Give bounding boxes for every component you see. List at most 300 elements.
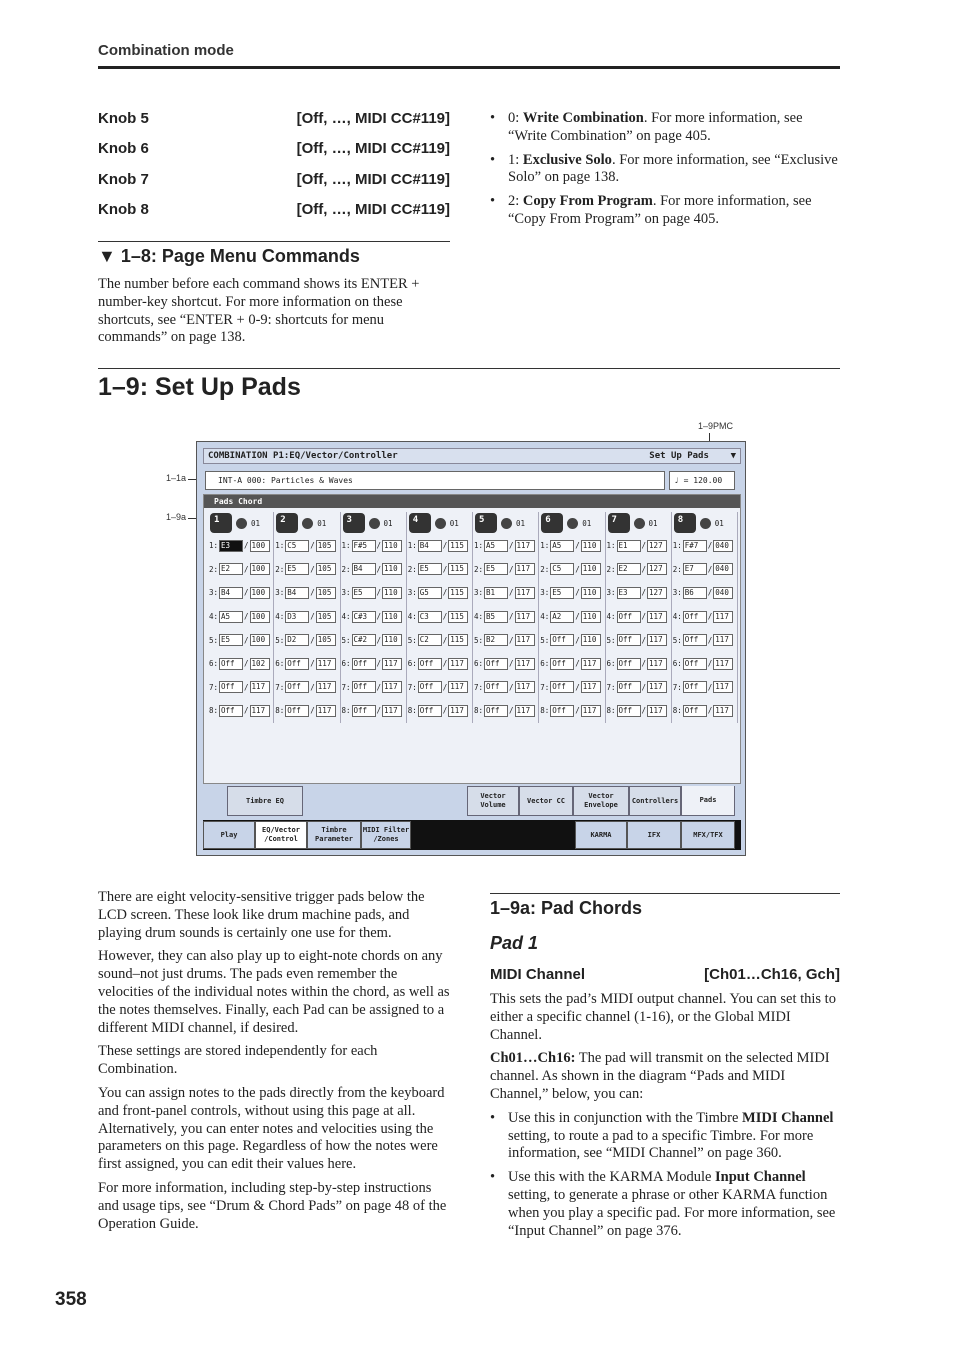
velocity-field[interactable]: 110 (581, 634, 601, 646)
note-index: 5: (407, 635, 417, 645)
tab-eq-vector-control[interactable]: EQ/Vector /Control (255, 821, 307, 849)
knob-row (98, 171, 450, 188)
note-field[interactable]: Off (683, 658, 707, 670)
tab-midi-filter-zones[interactable]: MIDI Filter /Zones (361, 821, 411, 849)
note-field[interactable]: Off (285, 658, 309, 670)
param-range: [Ch01…Ch16, Gch] (704, 966, 840, 983)
pad-note-row (208, 652, 273, 676)
knob-icon[interactable] (369, 518, 380, 529)
note-field[interactable]: B4 (418, 540, 442, 552)
note-index: 5: (540, 635, 550, 645)
velocity-field[interactable]: 105 (316, 587, 336, 599)
pad-header (539, 512, 604, 534)
note-field[interactable]: B6 (683, 587, 707, 599)
note-field[interactable]: Off (352, 681, 376, 693)
separator: / (575, 706, 580, 716)
velocity-field[interactable]: 110 (581, 563, 601, 575)
velocity-field[interactable]: 127 (647, 540, 667, 552)
velocity-field[interactable]: 117 (713, 634, 733, 646)
note-index: 4: (672, 612, 682, 622)
separator: / (509, 588, 514, 598)
pad-column (473, 512, 539, 723)
separator: / (509, 706, 514, 716)
note-index: 4: (474, 612, 484, 622)
velocity-field[interactable]: 110 (382, 634, 402, 646)
velocity-field[interactable]: 117 (515, 658, 535, 670)
note-field[interactable]: B4 (285, 587, 309, 599)
tempo-field[interactable]: ♩ = 120.00 (669, 471, 735, 490)
velocity-field[interactable]: 117 (382, 705, 402, 717)
note-field[interactable]: Off (617, 681, 641, 693)
note-field[interactable]: A5 (550, 540, 574, 552)
velocity-field[interactable]: 100 (250, 611, 270, 623)
note-index: 2: (540, 564, 550, 574)
note-field[interactable]: C3 (418, 611, 442, 623)
velocity-field[interactable]: 117 (581, 705, 601, 717)
velocity-field[interactable]: 117 (515, 681, 535, 693)
left-column (98, 889, 450, 1239)
callout-program: 1–1a (166, 473, 187, 483)
pad-button[interactable]: 4 (409, 513, 431, 533)
pad-note-row (539, 605, 604, 629)
note-field[interactable]: Off (683, 634, 707, 646)
velocity-field[interactable]: 127 (647, 563, 667, 575)
note-field[interactable]: B4 (352, 563, 376, 575)
pad-note-row (274, 534, 339, 558)
paragraph: Ch01…Ch16: The pad will transmit on the selected MIDI channel. As shown in the diagram “Pads and MIDI Channel,” below, you can: (490, 1050, 830, 1102)
pad-column (672, 512, 738, 723)
note-field[interactable]: D2 (285, 634, 309, 646)
note-index: 5: (474, 635, 484, 645)
note-field[interactable]: Off (550, 634, 574, 646)
note-field[interactable]: G5 (418, 587, 442, 599)
velocity-field[interactable]: 110 (382, 563, 402, 575)
pad-header (672, 512, 737, 534)
knob-row (98, 140, 450, 157)
pad-midi-channel[interactable]: 01 (449, 518, 459, 528)
velocity-field[interactable]: 105 (316, 540, 336, 552)
note-field[interactable]: Off (352, 658, 376, 670)
note-index: 5: (606, 635, 616, 645)
note-field[interactable]: E5 (484, 563, 508, 575)
velocity-field[interactable]: 115 (448, 540, 468, 552)
list-item: • Use this with the KARMA Module Input Channel setting, to generate a phrase or other KARMA function when you play a specific pad. For more information, see “Input Channel” on page 376. (490, 1169, 840, 1240)
note-field[interactable]: Off (219, 658, 243, 670)
knob-icon[interactable] (567, 518, 578, 529)
velocity-field[interactable]: 117 (448, 658, 468, 670)
separator: / (310, 682, 315, 692)
pad-button[interactable]: 2 (276, 513, 298, 533)
note-index: 6: (407, 659, 417, 669)
note-index: 3: (606, 588, 616, 598)
pad-header (274, 512, 339, 534)
pad-column (407, 512, 473, 723)
note-index: 7: (407, 682, 417, 692)
note-field[interactable]: A5 (219, 611, 243, 623)
note-index: 2: (606, 564, 616, 574)
pad-button[interactable]: 6 (541, 513, 563, 533)
note-field[interactable]: Off (617, 634, 641, 646)
pad-button[interactable]: 5 (475, 513, 497, 533)
note-field[interactable]: Off (484, 658, 508, 670)
pad-note-row (606, 534, 671, 558)
velocity-field[interactable]: 117 (647, 681, 667, 693)
separator: / (641, 541, 647, 551)
note-index: 1: (606, 541, 616, 551)
velocity-field[interactable]: 100 (250, 587, 270, 599)
velocity-field[interactable]: 117 (515, 634, 535, 646)
paragraph: There are eight velocity-sensitive trigger pads below the LCD screen. These look like drum machine pads, and playing drum sounds is certainly one use for them. (98, 889, 425, 941)
note-field[interactable]: Off (418, 681, 442, 693)
velocity-field[interactable]: 117 (581, 658, 601, 670)
note-field[interactable]: C2 (418, 634, 442, 646)
separator: / (442, 706, 448, 716)
note-field[interactable]: E2 (617, 563, 641, 575)
velocity-field[interactable]: 110 (581, 611, 601, 623)
velocity-field[interactable]: 115 (448, 634, 468, 646)
paragraph: You can assign notes to the pads directly from the keyboard and front-panel controls, without using this page at all. Alternatively, you can enter notes and velocities using the parameters on this page. Regardless of how the notes were first assigned, you can edit their values here. (98, 1084, 445, 1173)
note-field[interactable]: E3 (617, 587, 641, 599)
note-field[interactable]: Off (683, 611, 707, 623)
pad-note-row (341, 605, 406, 629)
pad-button[interactable]: 7 (608, 513, 630, 533)
note-index: 1: (672, 541, 682, 551)
velocity-field[interactable]: 117 (448, 681, 468, 693)
note-field[interactable]: E5 (550, 587, 574, 599)
tab-controllers[interactable]: Controllers (629, 786, 681, 816)
note-field[interactable]: Off (484, 705, 508, 717)
note-field[interactable]: E5 (219, 634, 243, 646)
callout-menu: 1–9PMC (698, 421, 734, 431)
velocity-field[interactable]: 117 (713, 705, 733, 717)
separator: / (641, 635, 647, 645)
velocity-field[interactable]: 117 (316, 681, 336, 693)
tab-vector-volume[interactable]: Vector Volume (467, 786, 519, 816)
note-field[interactable]: Off (550, 681, 574, 693)
velocity-field[interactable]: 117 (250, 681, 270, 693)
pad-note-row (473, 628, 538, 652)
command-name: Write Combination (522, 110, 644, 126)
pad-midi-channel[interactable]: 01 (516, 518, 526, 528)
note-field[interactable]: Off (550, 705, 574, 717)
section-title: 1–9: Set Up Pads (98, 373, 301, 401)
velocity-field[interactable]: 117 (515, 540, 535, 552)
velocity-field[interactable]: 117 (515, 563, 535, 575)
note-field[interactable]: B4 (219, 587, 243, 599)
velocity-field[interactable]: 117 (382, 658, 402, 670)
velocity-field[interactable]: 117 (713, 681, 733, 693)
velocity-field[interactable]: 117 (250, 705, 270, 717)
separator: / (376, 682, 382, 692)
note-field[interactable]: Off (285, 705, 309, 717)
command-name: Copy From Program (522, 193, 653, 210)
pad-button[interactable]: 3 (343, 513, 365, 533)
knob-icon[interactable] (700, 518, 711, 529)
callout-pads: 1–9a (166, 512, 187, 522)
note-field[interactable]: D3 (285, 611, 309, 623)
note-field[interactable]: Off (418, 705, 442, 717)
knob-name: Knob 5 (98, 110, 149, 127)
menu-commands-list (490, 110, 840, 235)
velocity-field[interactable]: 102 (250, 658, 270, 670)
separator: / (509, 541, 514, 551)
separator: / (575, 659, 580, 669)
pad-note-row (208, 605, 273, 629)
tab-karma[interactable]: KARMA (575, 821, 627, 849)
separator: / (310, 564, 315, 574)
note-field[interactable]: F#7 (683, 540, 707, 552)
velocity-field[interactable]: 117 (382, 681, 402, 693)
velocity-field[interactable]: 117 (448, 705, 468, 717)
pad-note-row (672, 699, 737, 723)
lcd-screen (196, 441, 746, 856)
separator: / (641, 612, 647, 622)
right-column (490, 991, 840, 1246)
pad-note-row (341, 558, 406, 582)
knob-icon[interactable] (501, 518, 512, 529)
note-index: 2: (341, 564, 351, 574)
note-index: 6: (209, 659, 219, 669)
velocity-field[interactable]: 110 (382, 540, 402, 552)
note-index: 8: (209, 706, 219, 716)
note-index: 2: (275, 564, 285, 574)
note-index: 4: (540, 612, 550, 622)
separator: / (310, 659, 315, 669)
pad-midi-channel[interactable]: 01 (648, 518, 658, 528)
velocity-field[interactable]: 117 (647, 634, 667, 646)
note-field[interactable]: B1 (484, 587, 508, 599)
note-field[interactable]: C#2 (352, 634, 376, 646)
note-index: 3: (407, 588, 417, 598)
velocity-field[interactable]: 110 (581, 587, 601, 599)
separator: / (707, 635, 713, 645)
program-select[interactable]: INT-A 000: Particles & Waves (205, 471, 665, 490)
separator: / (641, 706, 647, 716)
velocity-field[interactable]: 117 (713, 611, 733, 623)
note-field[interactable]: B2 (484, 634, 508, 646)
note-index: 1: (540, 541, 550, 551)
note-field[interactable]: E1 (617, 540, 641, 552)
separator: / (310, 541, 315, 551)
tab-ifx[interactable]: IFX (627, 821, 681, 849)
note-index: 5: (341, 635, 351, 645)
pads-grid (208, 512, 738, 723)
running-head: Combination mode (98, 42, 234, 59)
velocity-field[interactable]: 100 (250, 563, 270, 575)
velocity-field[interactable]: 117 (713, 658, 733, 670)
note-index: 1: (275, 541, 285, 551)
velocity-field[interactable]: 115 (448, 563, 468, 575)
velocity-field[interactable]: 115 (448, 611, 468, 623)
pad-note-row (473, 652, 538, 676)
tab-vector-cc[interactable]: Vector CC (519, 786, 573, 816)
pad-midi-channel[interactable]: 01 (582, 518, 592, 528)
pad-header (208, 512, 273, 534)
separator: / (509, 635, 514, 645)
pad-midi-channel[interactable]: 01 (251, 518, 261, 528)
separator: / (707, 659, 713, 669)
pad-note-row (473, 581, 538, 605)
knob-icon[interactable] (634, 518, 645, 529)
separator: / (442, 588, 448, 598)
command-name: Exclusive Solo (522, 151, 612, 168)
tab-timbre-parameter[interactable]: Timbre Parameter (307, 821, 361, 849)
pad-note-row (539, 534, 604, 558)
note-field[interactable]: E5 (418, 563, 442, 575)
note-field[interactable]: E7 (683, 563, 707, 575)
note-field[interactable]: Off (683, 681, 707, 693)
pad-header (473, 512, 538, 534)
separator: / (509, 564, 514, 574)
note-field[interactable]: Off (617, 705, 641, 717)
velocity-field[interactable]: 105 (316, 611, 336, 623)
velocity-field[interactable]: 100 (250, 634, 270, 646)
note-field[interactable]: Off (617, 611, 641, 623)
pad-note-row (341, 699, 406, 723)
note-index: 6: (275, 659, 285, 669)
separator: / (442, 612, 448, 622)
note-field[interactable]: A5 (484, 540, 508, 552)
page-number: 358 (55, 1289, 87, 1310)
note-field[interactable]: E3 (219, 540, 243, 552)
separator: / (310, 635, 315, 645)
velocity-field[interactable]: 100 (250, 540, 270, 552)
note-index: 6: (474, 659, 484, 669)
velocity-field[interactable]: 117 (515, 587, 535, 599)
note-index: 4: (209, 612, 219, 622)
knob-icon[interactable] (236, 518, 247, 529)
note-field[interactable]: C5 (550, 563, 574, 575)
chevron-down-icon: ▼ (730, 451, 736, 461)
velocity-field[interactable]: 117 (515, 611, 535, 623)
note-index: 3: (341, 588, 351, 598)
separator: / (442, 635, 448, 645)
velocity-field[interactable]: 105 (316, 634, 336, 646)
note-field[interactable]: F#5 (352, 540, 376, 552)
velocity-field[interactable]: 115 (448, 587, 468, 599)
velocity-field[interactable]: 040 (713, 540, 733, 552)
pad-button[interactable]: 8 (674, 513, 696, 533)
pad-note-row (407, 558, 472, 582)
note-index: 1: (209, 541, 219, 551)
separator: / (376, 706, 382, 716)
note-index: 6: (341, 659, 351, 669)
separator: / (707, 588, 713, 598)
pad-column (208, 512, 274, 723)
separator: / (244, 612, 249, 622)
note-index: 7: (209, 682, 219, 692)
section-rule (98, 368, 840, 369)
note-index: 6: (606, 659, 616, 669)
tab-timbre-eq[interactable]: Timbre EQ (227, 786, 303, 816)
velocity-field[interactable]: 110 (382, 611, 402, 623)
note-index: 2: (474, 564, 484, 574)
velocity-field[interactable]: 105 (316, 563, 336, 575)
velocity-field[interactable]: 117 (647, 658, 667, 670)
velocity-field[interactable]: 117 (515, 705, 535, 717)
note-field[interactable]: E5 (285, 563, 309, 575)
note-field[interactable]: Off (285, 681, 309, 693)
note-field[interactable]: A2 (550, 611, 574, 623)
pad-midi-channel[interactable]: 01 (317, 518, 327, 528)
note-field[interactable]: Off (484, 681, 508, 693)
note-field[interactable]: C#3 (352, 611, 376, 623)
separator: / (442, 564, 448, 574)
knob-icon[interactable] (435, 518, 446, 529)
velocity-field[interactable]: 110 (581, 540, 601, 552)
velocity-field[interactable]: 117 (647, 705, 667, 717)
paragraph: This sets the pad’s MIDI output channel. You can set this to either a specific channel (1-16), or the Global MIDI Channel. (490, 991, 836, 1043)
usage-list (490, 1110, 840, 1241)
pad-note-row (473, 676, 538, 700)
note-index: 2: (672, 564, 682, 574)
velocity-field[interactable]: 040 (713, 563, 733, 575)
separator: / (641, 659, 647, 669)
pad-note-row (606, 676, 671, 700)
tab-mfx-tfx[interactable]: MFX/TFX (681, 821, 735, 849)
velocity-field[interactable]: 110 (382, 587, 402, 599)
pad-header (606, 512, 671, 534)
velocity-field[interactable]: 127 (647, 587, 667, 599)
pad-note-row (341, 652, 406, 676)
note-field[interactable]: E5 (352, 587, 376, 599)
note-field[interactable]: Off (550, 658, 574, 670)
note-field[interactable]: Off (352, 705, 376, 717)
note-field[interactable]: B5 (484, 611, 508, 623)
separator: / (442, 682, 448, 692)
pad-midi-channel[interactable]: 01 (714, 518, 724, 528)
main-tab-bar (203, 820, 741, 850)
page-menu-button[interactable]: Set Up Pads ▼ (649, 451, 736, 461)
tab-pads[interactable]: Pads (681, 786, 735, 816)
note-field[interactable]: E2 (219, 563, 243, 575)
note-field[interactable]: C5 (285, 540, 309, 552)
velocity-field[interactable]: 117 (647, 611, 667, 623)
separator: / (310, 588, 315, 598)
paragraph: These settings are stored independently for each Combination. (98, 1043, 378, 1078)
separator: / (575, 682, 580, 692)
pad-midi-channel[interactable]: 01 (383, 518, 393, 528)
note-field[interactable]: Off (219, 705, 243, 717)
menu-section-body: The number before each command shows its ENTER + number-key shortcut. For more information on these shortcuts, see “ENTER + 0-9: shortcuts for menu commands” on page 138. (98, 276, 420, 346)
note-field[interactable]: Off (617, 658, 641, 670)
separator: / (376, 541, 382, 551)
velocity-field[interactable]: 117 (581, 681, 601, 693)
knob-icon[interactable] (302, 518, 313, 529)
pad-button[interactable]: 1 (210, 513, 232, 533)
pad-note-row (274, 676, 339, 700)
note-index: 3: (540, 588, 550, 598)
note-field[interactable]: Off (219, 681, 243, 693)
knob-row (98, 201, 450, 218)
pad-note-row (407, 652, 472, 676)
note-index: 3: (672, 588, 682, 598)
note-field[interactable]: Off (418, 658, 442, 670)
pad-note-row (539, 699, 604, 723)
tab-play[interactable]: Play (203, 821, 255, 849)
note-field[interactable]: Off (683, 705, 707, 717)
separator: / (244, 564, 249, 574)
tab-vector-envelope[interactable]: Vector Envelope (573, 786, 629, 816)
separator: / (509, 612, 514, 622)
note-index: 5: (209, 635, 219, 645)
pads-chord-panel (203, 494, 741, 784)
param-name: MIDI Channel (490, 966, 586, 983)
velocity-field[interactable]: 117 (316, 705, 336, 717)
velocity-field[interactable]: 117 (316, 658, 336, 670)
note-index: 3: (275, 588, 285, 598)
velocity-field[interactable]: 040 (713, 587, 733, 599)
